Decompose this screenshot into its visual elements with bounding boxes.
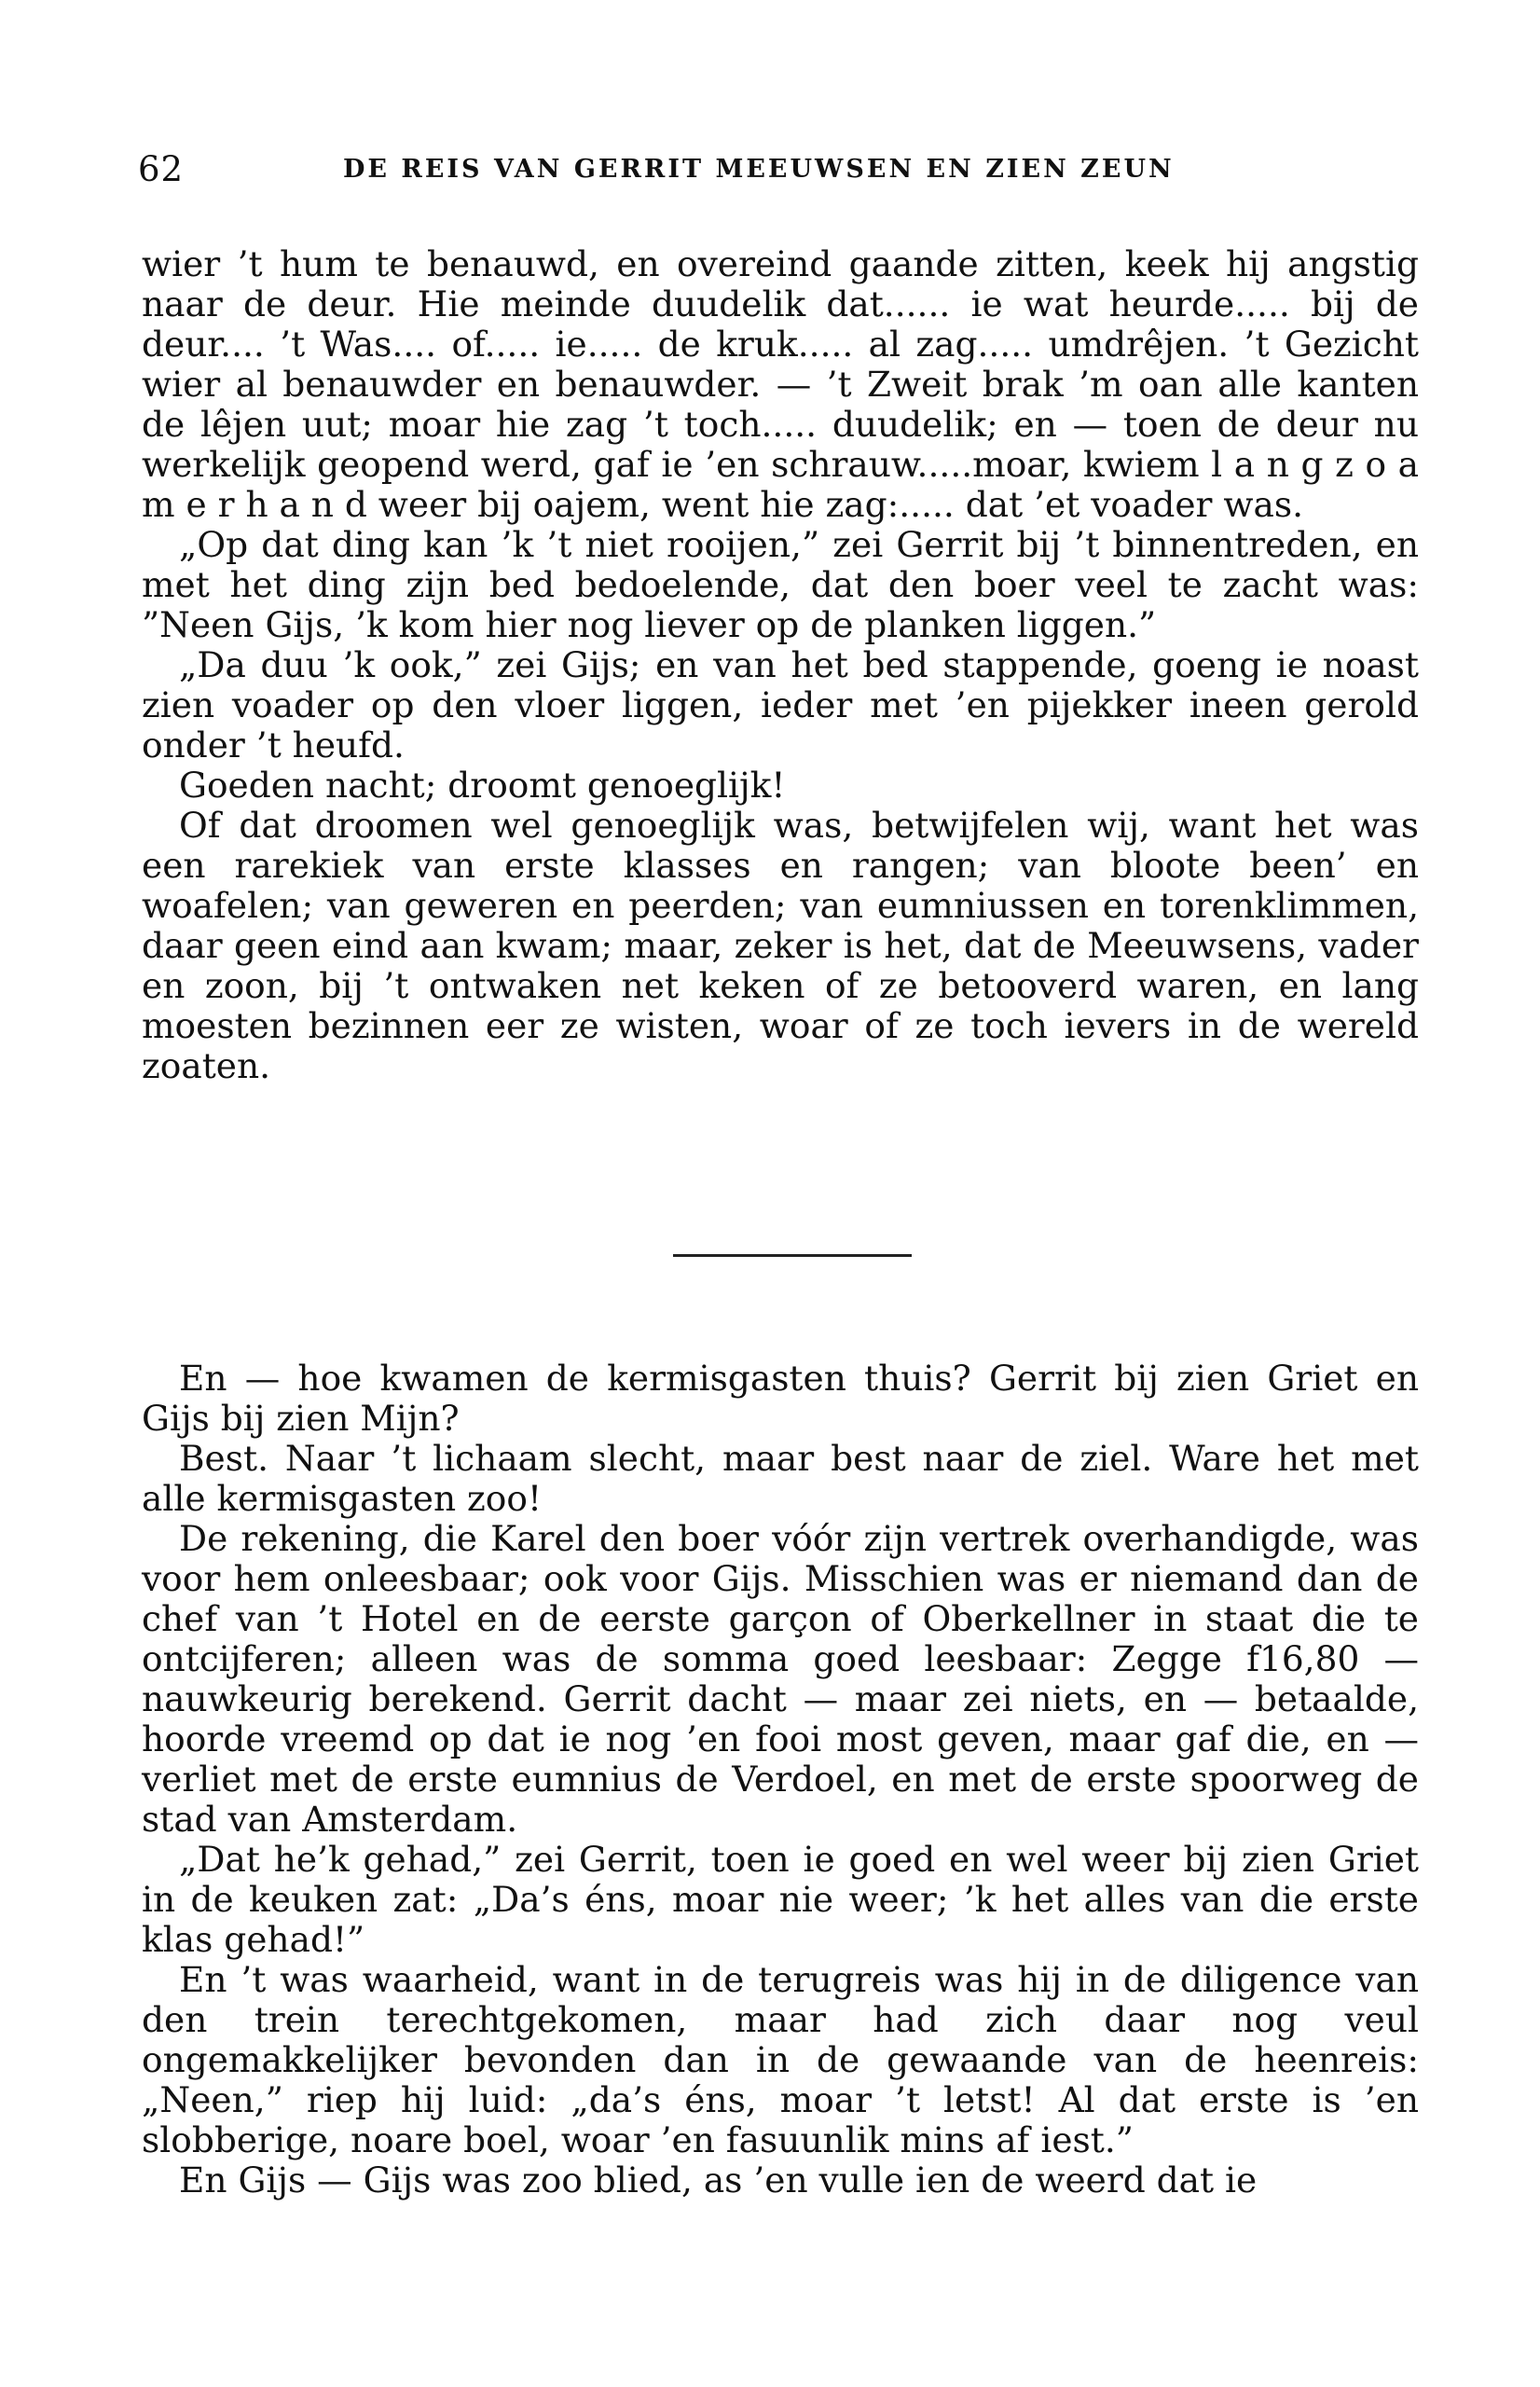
text-section-2 xyxy=(142,1359,1419,2201)
paragraph: En — hoe kwamen de kermisgasten thuis? Gerrit bij zien Griet en Gijs bij zien Mijn? xyxy=(142,1358,1419,1439)
paragraph: „Op dat ding kan ’k ’t niet rooijen,” zei Gerrit bij ’t binnentreden, en met het ding zijn bed bedoelende, dat den boer veel te zacht was: ”Neen Gijs, ’k kom hier nog liever op de planken liggen.” xyxy=(142,524,1419,645)
section-divider xyxy=(673,1254,912,1257)
paragraph: De rekening, die Karel den boer vóór zijn vertrek overhandigde, was voor hem onleesbaar; ook voor Gijs. Misschien was er niemand dan de chef van ’t Hotel en de eerste garçon of Oberkellner in staat die te ontcijferen; alleen was de somma goed leesbaar: Zegge f16,80 — nauwkeurig berekend. Gerrit dacht — maar zei niets, en — betaalde, hoorde vreemd op dat ie nog ’en fooi most geven, maar gaf die, en — verliet met de erste eumnius de Verdoel, en met de erste spoorweg de stad van Amsterdam. xyxy=(142,1518,1419,1840)
paragraph: Goeden nacht; droomt genoeglijk! xyxy=(179,765,786,806)
paragraph: Best. Naar ’t lichaam slecht, maar best naar de ziel. Ware het met alle kermisgasten zoo! xyxy=(142,1438,1419,1519)
paragraph: wier ’t hum te benauwd, en overeind gaande zitten, keek hij angstig naar de deur. Hie meinde duudelik dat...... ie wat heurde..... bij de deur.... ’t Was.... of..... ie..... de kruk..... al zag..... umdrêjen. ’t Gezicht wier al benauwder en benauwder. — ’t Zweit brak ’m oan alle kanten de lêjen uut; moar hie zag ’t toch..... duudelik; en — toen de deur nu werkelijk geopend werd, gaf ie ’en schrauw.....moar, kwiem l a n g z o a m e r h a n d weer bij oajem, went hie zag:..... dat ’et voader was. xyxy=(142,243,1419,525)
running-title: DE REIS VAN GERRIT MEEUWSEN EN ZIEN ZEUN xyxy=(343,155,1175,184)
page-number: 62 xyxy=(138,149,185,189)
paragraph: Of dat droomen wel genoeglijk was, betwijfelen wij, want het was een rarekiek van erste klasses en rangen; van bloote been’ en woafelen; van geweren en peerden; van eumniussen en torenklimmen, daar geen eind aan kwam; maar, zeker is het, dat de Meeuwsens, vader en zoon, bij ’t ontwaken net keken of ze betooverd waren, en lang moesten bezinnen eer ze wisten, woar of ze toch ievers in de wereld zoaten. xyxy=(142,805,1419,1086)
paragraph: En ’t was waarheid, want in de terugreis was hij in de diligence van den trein terechtgekomen, maar had zich daar nog veul ongemakkelijker bevonden dan in de gewaande van de heenreis: „Neen,” riep hij luid: „da’s éns, moar ’t letst! Al dat erste is ’en slobberige, noare boel, woar ’en fasuunlik mins af iest.” xyxy=(142,1959,1419,2160)
page-header xyxy=(138,149,1402,189)
paragraph: „Da duu ’k ook,” zei Gijs; en van het bed stappende, goeng ie noast zien voader op den vloer liggen, ieder met ’en pijekker ineen gerold onder ’t heufd. xyxy=(142,644,1419,766)
paragraph: „Dat he’k gehad,” zei Gerrit, toen ie goed en wel weer bij zien Griet in de keuken zat: „Da’s éns, moar nie weer; ’k het alles van die erste klas gehad!” xyxy=(142,1839,1419,1960)
text-section-1 xyxy=(142,244,1419,1086)
paragraph: En Gijs — Gijs was zoo blied, as ’en vulle ien de weerd dat ie xyxy=(179,2159,1258,2201)
